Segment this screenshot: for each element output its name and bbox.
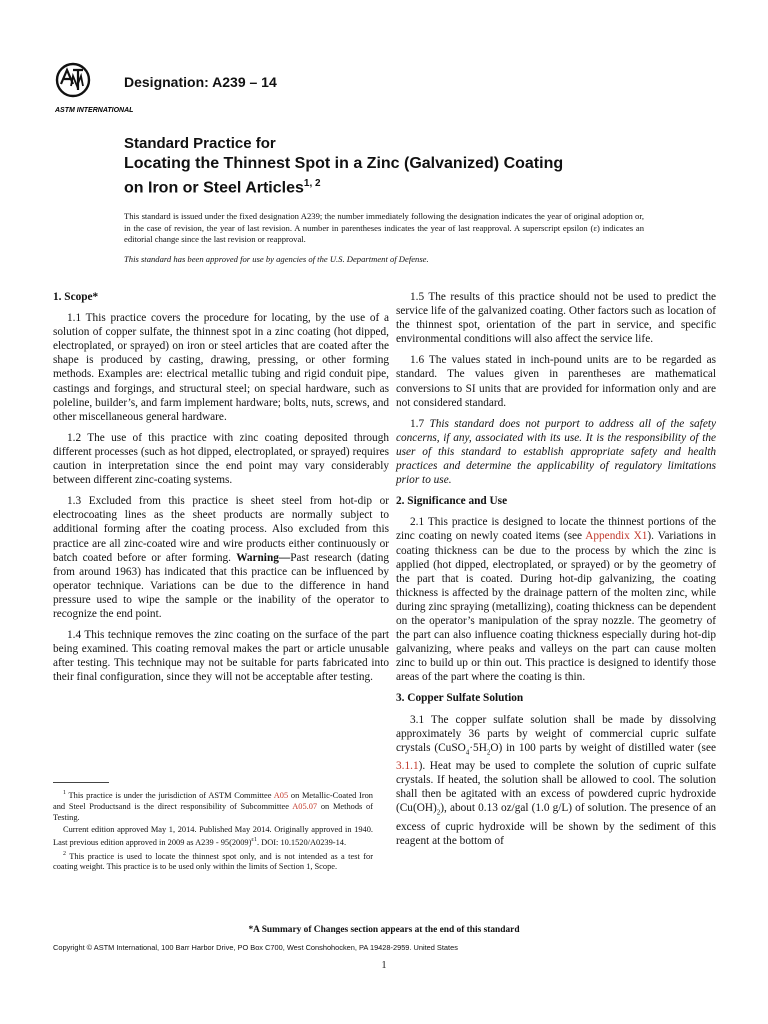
link-appendix-x1[interactable]: Appendix X1 [585, 530, 648, 543]
para-1-7: 1.7 This standard does not purport to address all of the safety concerns, if any, associated with its use. It is the responsibility of the user of this standard to establish appropriate safety and health practices and determine the applicability of regulatory limitations prior to use. [396, 417, 716, 487]
right-column [396, 290, 716, 855]
left-column [53, 290, 389, 691]
para-1-4: 1.4 This technique removes the zinc coating on the surface of the part being examined. This coating removal makes the part or article unusable after testing. This technique may not be suitable for parts fabricated into their final configuration, since they will not be acceptable after testing. [53, 629, 389, 684]
para-1-3: 1.3 Excluded from this practice is sheet steel from hot-dip or electrocoating lines as the sheet products are normally subject to additional forming after the coating process. Also excluded from this practice are all zinc-coated wire and wire products either continuously or batch coated before or after forming. Warning—Past research (dating from around 1963) has indicated that this practice can be influenced by operator technique. Variations can be due to the difference in hand pressure used to wipe the sample or the inability of the operator to recognize the end point. [53, 495, 389, 620]
para-1-6: 1.6 The values stated in inch-pound units are to be regarded as standard. The values given in parentheses are mathematical conversions to SI units that are provided for information only and are not considered standard. [396, 354, 716, 409]
footnote-2: $^2$ This practice is used to locate the thinnest spot only, and is not intended as a test for coating weight. This practice is to be used only within the limits of Section 1, Scope. [53, 850, 373, 872]
para-3-1: 3.1 The copper sulfate solution shall be made by dissolving approximately 36 parts by weight of commercial cupric sulfate crystals $(CuSO_4\cdot 5H_2O)$ in 100 parts by weight of distilled water (see 3.1.1). Heat may be used to complete the solution of cupric sulfate crystals. If heated, the solution shall be allowed to cool. The solution shall then be agitated with an excess of powdered cupric hydroxide $(Cu(OH)_2)$, about 0.13 oz/gal (1.0 g/L) of solution. The presence of an excess of cupric hydroxide will be shown by the sediment of this reagent at the bottom of [396, 713, 716, 847]
link-a05[interactable]: A05 [273, 790, 289, 800]
standard-notice: This standard is issued under the fixed designation A239; the number immediately following the designation indicates the year of original adoption or, in the case of revision, the year of last revision. A number in parentheses indicates the year of last reapproval. A superscript epsilon (ε) indicates an editorial change since the last revision or reapproval. [124, 211, 644, 245]
title-footnote-ref[interactable]: 1, 2 [303, 178, 321, 189]
main-title [124, 154, 684, 198]
footnotes [53, 788, 373, 873]
link-3-1-1[interactable]: 3.1.1 [396, 760, 419, 773]
para-2-1: 2.1 This practice is designed to locate the thinnest portions of the zinc coating on newly coated items (see Appendix X1). Variations in coating thickness can be due to the process by which the zinc is applied (hot dipped, electroplated, or sprayed) or by the geometry of the part that is coated. During hot-dip galvanizing, the coating thickness is affected by the drainage pattern of the molten zinc, while during zinc spraying (metallizing), coating thickness can be dependent on the operator’s manipulation of the spray nozzle. The geometry of the part can also influence coating thickness especially during hot-dip galvanizing, where peaks and valleys on the part can cause molten zinc to build up or thin out. This practice is designed to identify those areas of the part where the coating is thin. [396, 516, 717, 684]
page-number: 1 [381, 960, 387, 971]
section-1-heading: 1. Scope* [53, 291, 99, 303]
copyright: Copyright © ASTM International, 100 Barr Harbor Drive, PO Box C700, West Conshohocken, PA 19428-2959. United States [53, 943, 458, 952]
title-line1: Locating the Thinnest Spot in a Zinc (Galvanized) Coating [124, 155, 564, 172]
pre-title: Standard Practice for [124, 135, 276, 152]
footnote-rule [53, 782, 109, 783]
summary-note: *A Summary of Changes section appears at the end of this standard [248, 925, 520, 935]
section-2-heading: 2. Significance and Use [396, 495, 508, 508]
title-line2: on Iron or Steel Articles [124, 179, 304, 197]
dod-approval: This standard has been approved for use by agencies of the U.S. Department of Defense. [124, 254, 429, 264]
para-1-1: 1.1 This practice covers the procedure for locating, by the use of a solution of copper sulfate, the thinnest spot in a zinc coating (hot dipped, electroplated, or sprayed) on iron or steel articles that are coated after the shape is produced by casting, drawing, pressing, or other forming methods. Examples are: electrical metallic tubing and rigid conduit pipe, castings and forgings, and structural steel; on special hardware, such as poleline, builder’s, and farm implement hardware; bolts, nuts, screws, and other miscellaneous general hardware. [53, 312, 389, 423]
footnote-1: $^1$ This practice is under the jurisdiction of ASTM Committee A05 on Metallic-Coated Iron and Steel Productsand is the direct responsibility of Subcommittee A05.07 on Methods of Testing. [53, 790, 373, 822]
para-1-5: 1.5 The results of this practice should not be used to predict the service life of the galvanized coating. Other factors such as location of the thinnest spot, orientation of the part in service, and specific environmental conditions will also affect the service life. [396, 291, 716, 346]
footnote-1-edition: Current edition approved May 1, 2014. Published May 2014. Originally approved in 1940. Last previous edition approved in 2009 as $A239 - 95(2009)^{\varepsilon 1}$. DOI: 10.1520/A0239-14. [53, 824, 373, 847]
logo-text: ASTM INTERNATIONAL [55, 107, 134, 114]
title-block [124, 135, 684, 198]
warning-label: Warning— [236, 551, 291, 564]
astm-logo [53, 58, 134, 116]
link-a05-07[interactable]: A05.07 [292, 801, 318, 811]
section-3-heading: 3. Copper Sulfate Solution [396, 692, 524, 705]
designation: Designation: A239 – 14 [124, 74, 277, 90]
para-1-2: 1.2 The use of this practice with zinc coating deposited through different processes (such as hot dipped, electroplated, or sprayed) requires caution in interpretation since the end point may vary considerably between different zinc-coating systems. [53, 431, 389, 487]
